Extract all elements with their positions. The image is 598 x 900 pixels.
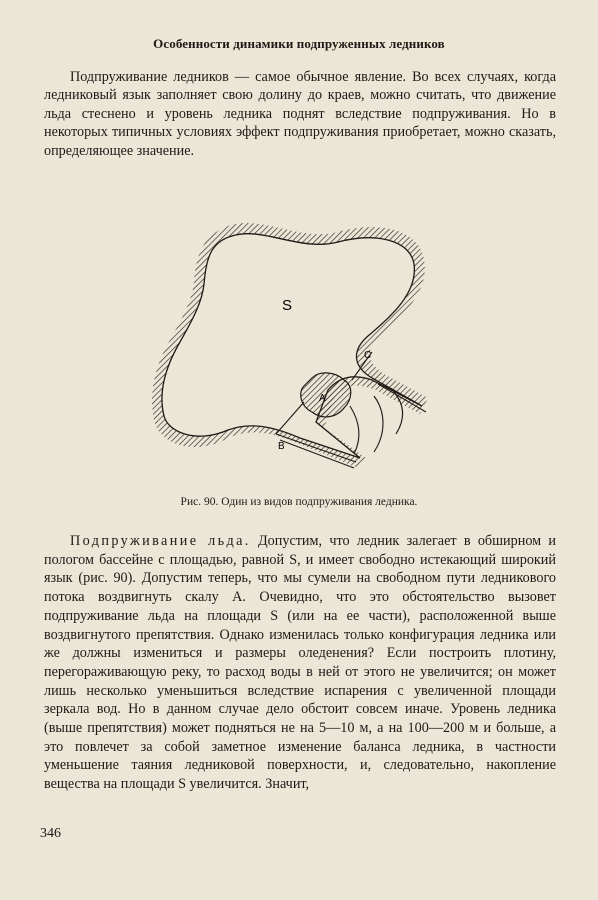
paragraph-body: Допустим, что ледник залегает в обширном и пологом бассейне с площадью, равной S, и имеет свободно истекающий широкий язык (рис. 90). Допустим теперь, что мы сумели на свободном пути ледникового потока воздвигнуть скалу A. Очевидно, что это обстоятельство вызовет подпруживание льда на площади S (или на ее части), расположенной выше воздвигнутого препятствия. Однако изменилась только конфигурация ледника или же должны измениться и размеры оледенения? Если построить плотину, перегораживающую реку, то расход воды в ней от этого не увеличится; он может лишь несколько уменьшиться вследствие испарения с увеличенной площади зеркала вод. Но в данном случае дело обстоит совсем иначе. Уровень ледника (выше препятствия) может подняться не на 5—10 м, а на 100—200 м и больше, а это повлечет за собой заметное изменение баланса ледника, в частности уменьшение таяния ледниковой поверхности, и, следовательно, накопление вещества на площади S увеличится. Значит, bbox=[44, 533, 556, 793]
main-paragraph bbox=[44, 532, 556, 794]
section-heading: Особенности динамики подпруженных ледников bbox=[153, 36, 445, 51]
intro-paragraph: Подпруживание ледников — самое обычное явление. Во всех случаях, когда ледниковый язык заполняет свою долину до краев, можно считать, что движение льда стеснено и уровень ледника поднят вследствие подпруживания. Но в некоторых типичных условиях эффект подпруживания приобретает, можно сказать, определяющее значение. bbox=[44, 69, 556, 159]
figure-90-diagram bbox=[140, 212, 450, 472]
page-number: 346 bbox=[40, 826, 61, 841]
label-b: B bbox=[278, 441, 285, 452]
paragraph-lead: Подпруживание льда. bbox=[70, 533, 251, 549]
label-a: A bbox=[319, 393, 326, 404]
label-c: C bbox=[364, 350, 372, 361]
label-s: S bbox=[282, 297, 293, 314]
figure-caption: Рис. 90. Один из видов подпруживания ледника. bbox=[180, 496, 418, 508]
